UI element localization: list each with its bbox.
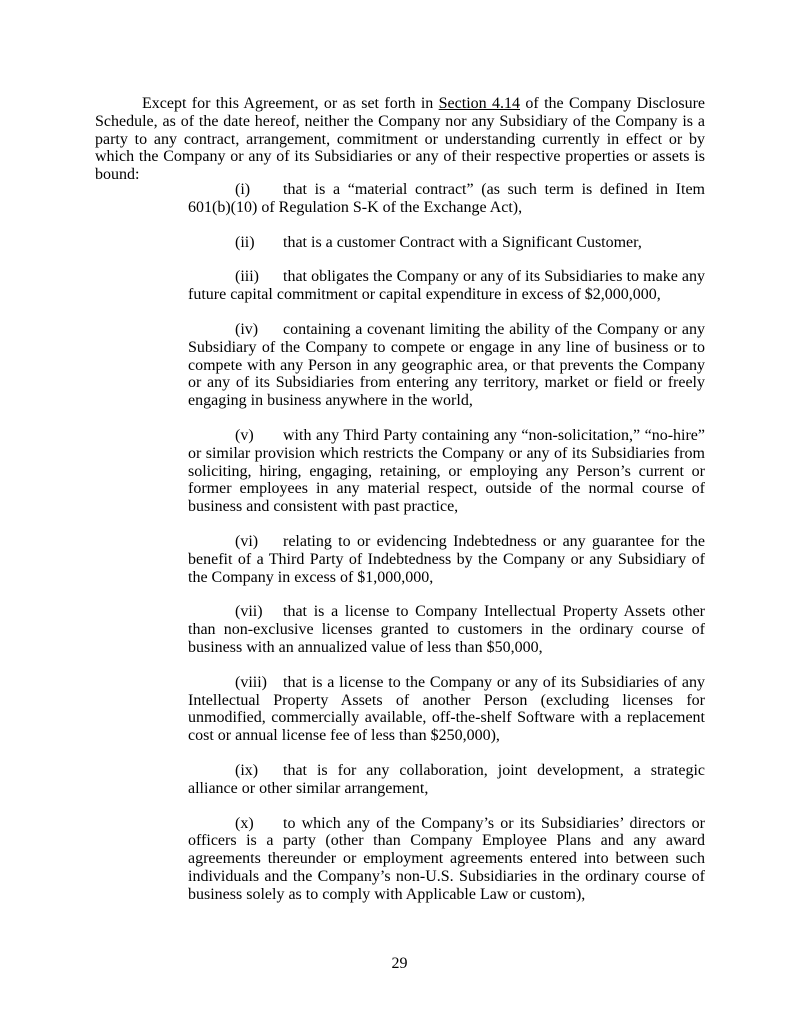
clause-number: (vii) <box>235 603 263 621</box>
clause-item <box>188 533 705 586</box>
clause-text: that is a “material contract” (as such term is defined in Item 601(b)(10) of Regulation S-K of the Exchange Act), <box>188 181 705 216</box>
clause-number: (v) <box>235 426 254 444</box>
clause-item <box>188 762 705 798</box>
clause-text: containing a covenant limiting the ability of the Company or any Subsidiary of the Company to compete or engage in any line of business or to compete with any Person in any geographic area, or that prevents the Company or any of its Subsidiaries from entering any territory, market or field or freely engaging in business anywhere in the world, <box>188 320 705 410</box>
intro-text-start: Except for this Agreement, or as set forth in <box>142 95 439 112</box>
page-number: 29 <box>391 955 408 972</box>
clause-text: that obligates the Company or any of its Subsidiaries to make any future capital commitment or capital expenditure in excess of $2,000,000, <box>188 268 705 304</box>
clause-number: (iii) <box>235 268 259 286</box>
clause-item <box>188 234 705 252</box>
clause-number: (iv) <box>235 320 259 338</box>
clause-text: that is a license to the Company or any of its Subsidiaries of any Intellectual Property Assets of another Person (excluding licenses for unmodified, commercially available, off-the-shelf Software with a replacement cost or annual license fee of less than $250,000), <box>188 673 705 745</box>
clause-text: that is a license to Company Intellectual Property Assets other than non-exclusive licenses granted to customers in the ordinary course of business with an annualized value of less than $50,000, <box>188 603 705 656</box>
intro-text-end: of the Company Disclosure Schedule, as of the date hereof, neither the Company nor any Subsidiary of the Company is a party to any contract, arrangement, commitment or understanding currently in effect or by which the Company or any of its Subsidiaries or any of their respective properties or assets is bound: <box>95 95 705 184</box>
clause-item <box>188 815 705 904</box>
clause-item <box>188 674 705 745</box>
section-reference: Section 4.14 <box>438 95 521 112</box>
clause-number: (ii) <box>235 233 255 251</box>
clause-text: to which any of the Company’s or its Subsidiaries’ directors or officers is a party (other than Company Employee Plans and any award agreements thereunder or employment agreements entered into between such individuals and the Company’s non-U.S. Subsidiaries in the ordinary course of business solely as to comply with Applicable Law or custom), <box>188 814 705 903</box>
clause-text: with any Third Party containing any “non-solicitation,” “no-hire” or similar provision which restricts the Company or any of its Subsidiaries from soliciting, hiring, engaging, retaining, or employing any Person’s current or former employees in any material respect, outside of the normal course of business and consistent with past practice, <box>188 426 705 516</box>
clause-number: (vi) <box>235 532 259 550</box>
clause-number: (ix) <box>235 761 259 779</box>
clause-text: relating to or evidencing Indebtedness or any guarantee for the benefit of a Third Party of Indebtedness by the Company or any Subsidiary of the Company in excess of $1,000,000, <box>188 532 705 586</box>
clause-number: (viii) <box>235 673 267 691</box>
clause-item <box>188 427 705 516</box>
clause-text: that is for any collaboration, joint development, a strategic alliance or other similar arrangement, <box>188 761 705 797</box>
clause-item <box>188 181 705 217</box>
intro-paragraph <box>95 95 705 184</box>
clause-item <box>188 603 705 656</box>
clause-number: (x) <box>235 814 254 832</box>
clause-number: (i) <box>235 181 251 198</box>
clause-item <box>188 321 705 410</box>
clause-item <box>188 268 705 304</box>
clause-text: that is a customer Contract with a Significant Customer, <box>283 233 642 251</box>
clause-list <box>188 181 705 921</box>
